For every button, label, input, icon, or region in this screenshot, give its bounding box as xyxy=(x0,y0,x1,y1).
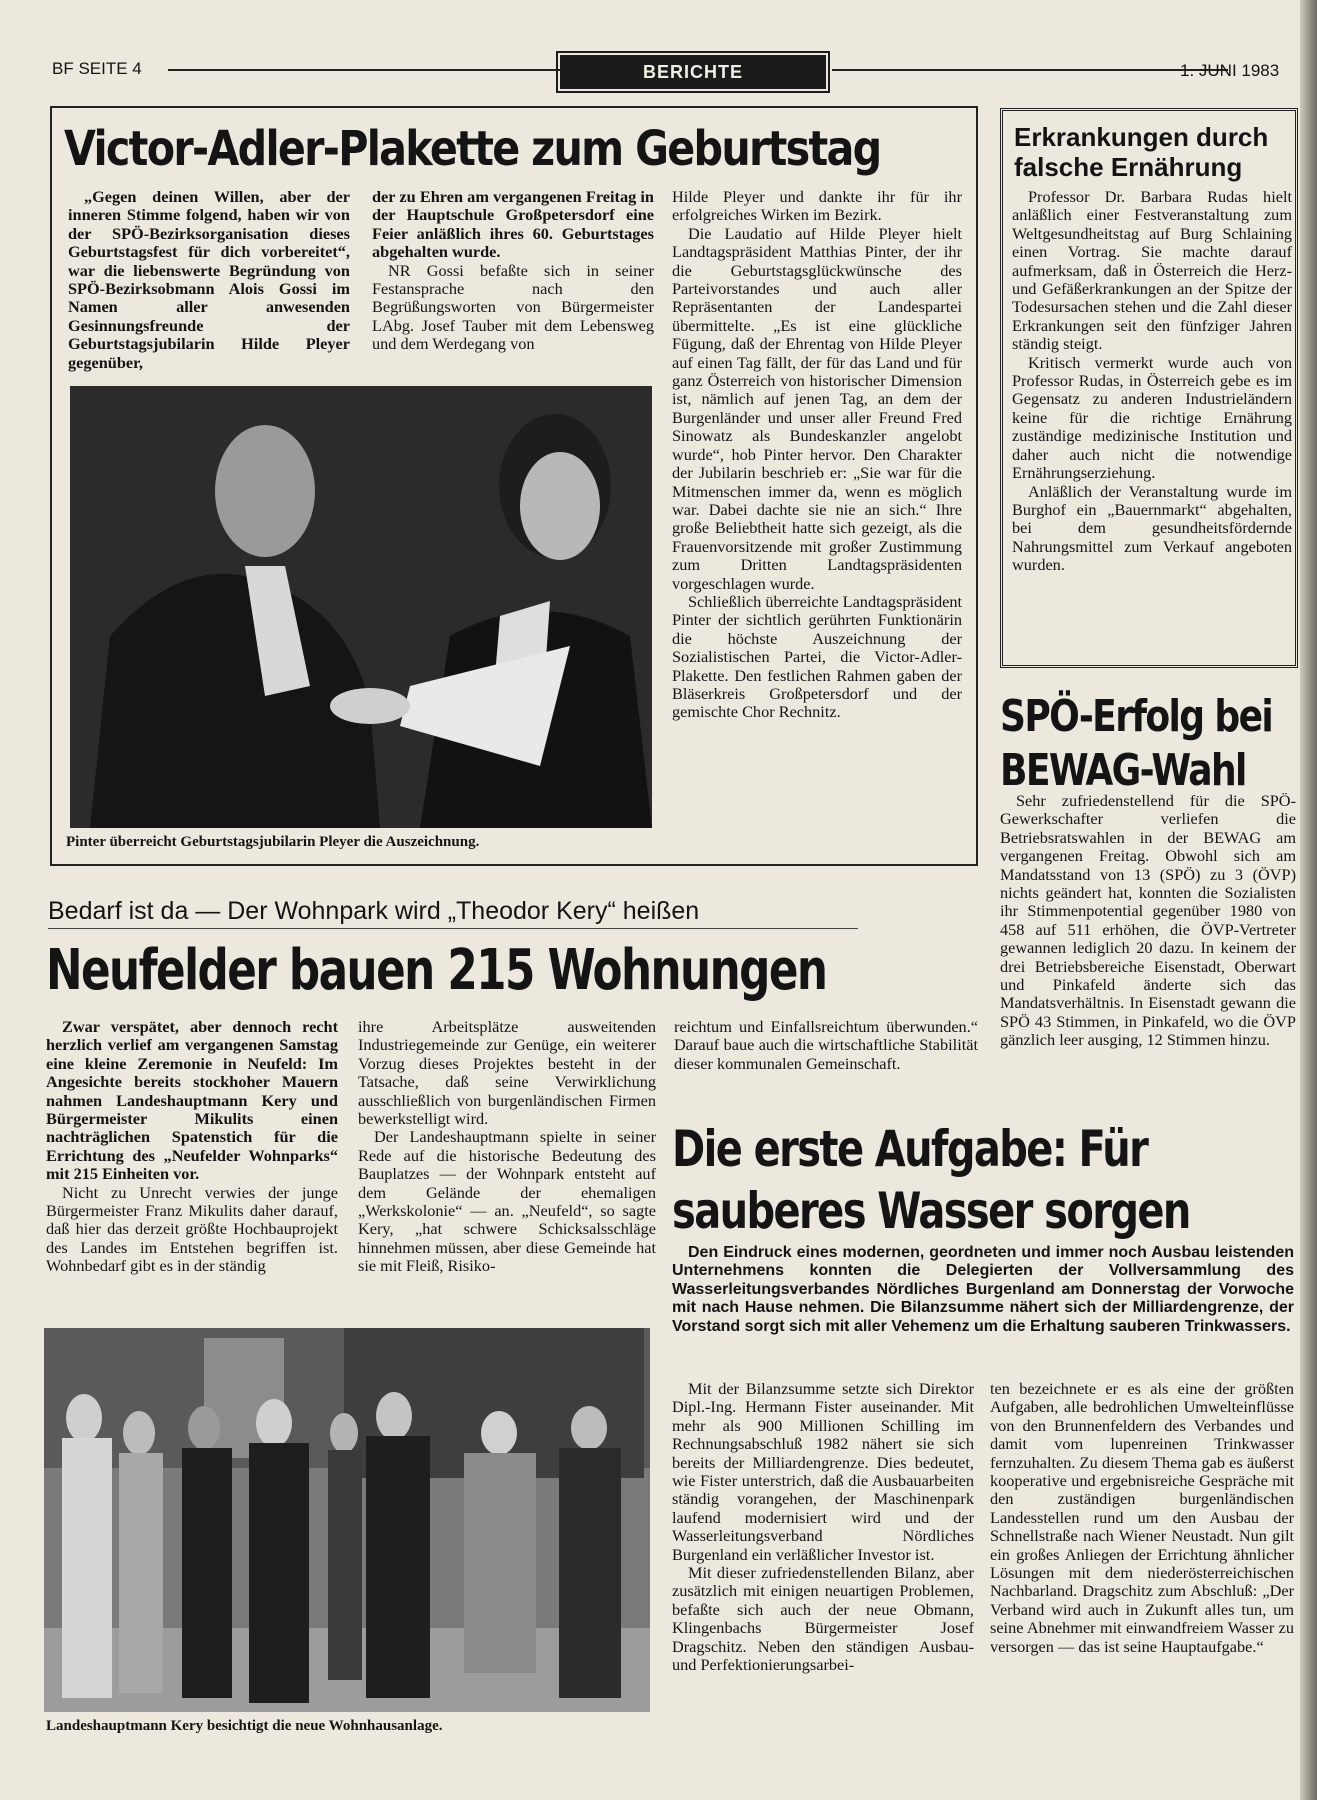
page-edge xyxy=(1300,0,1317,1800)
wohnpark-col3 xyxy=(674,1018,978,1073)
plakette-photo-image xyxy=(70,386,652,828)
bewag-para: Sehr zufriedenstellend für die SPÖ-Gewerkschafter verliefen die Betriebsratswahlen in der BEWAG am vergangenen Freitag. Obwohl sich am Mandatsstand von 13 (SPÖ) zu 3 (ÖVP) nichts geändert hat, konnten die Sozialisten ihr Stimmenpotential gegenüber 1980 von 458 auf 511 erhöhen, die ÖVP-Vertreter gewannen lediglich 20 dazu. In keinem der drei Betriebsbereiche Eisenstadt, Oberwart und Pinkafeld änderte sich das Mandatsverhältnis. In Eisenstadt gewann die SPÖ 43 Stimmen, in Pinkafeld, wo die ÖVP gänzlich leer ausging, 12 Stimmen hinzu. xyxy=(1000,791,1296,1050)
header-rule-right xyxy=(832,69,1228,71)
ernaehrung-title-line1: Erkrankungen durch xyxy=(1014,122,1269,152)
plakette-photo xyxy=(70,386,652,828)
wohnpark-photo xyxy=(44,1328,650,1712)
wohnpark-col1 xyxy=(46,1018,338,1276)
plakette-col3-para2: Die Laudatio auf Hilde Pleyer hielt Landtagspräsident Matthias Pinter, der ihr die Geburtstagsglückwünsche des Parteivorstandes und auch aller Repräsentanten der Landespartei übermittelte. „Es ist eine glückliche Fügung, daß der Ehrentag von Hilde Pleyer auf einen Tag fällt, der für das Land und für ganz Österreich von historischer Dimension ist, nämlich auf jenen Tag, an dem der Burgenländer und unser aller Freund Fred Sinowatz als Bundeskanzler angelobt wurde“, hob Pinter hervor. Den Charakter der Jubilarin beschrieb er: „Sie war für die Mitmenschen immer da, wenn es möglich war. Dabei dachte sie nie an sich.“ Ihre große Beliebtheit hatte sich gezeigt, als die Frauenvorsitzende mit großer Zustimmung zum Dritten Landtagspräsidenten vorgeschlagen wurde. xyxy=(672,223,962,593)
plakette-col1 xyxy=(68,188,350,372)
wasser-col1-para2: Mit dieser zufriedenstellenden Bilanz, aber zusätzlich mit einigen neuartigen Problemen, befaßte sich auch der neue Obmann, Klingenbachs Bürgermeister Josef Dragschitz. Neben den ständigen Ausbau- und Perfektionierungsarbei- xyxy=(672,1563,974,1675)
wasser-lead xyxy=(672,1244,1294,1336)
issue-date: 1. JUNI 1983 xyxy=(1180,61,1280,80)
page-number: BF SEITE 4 xyxy=(52,59,142,78)
wasser-title xyxy=(672,1118,1190,1242)
bewag-body xyxy=(1000,792,1296,1050)
plakette-col3-para1: Hilde Pleyer und dankte ihr für ihr erfolgreiches Wirken im Bezirk. xyxy=(672,187,962,225)
wasser-title-line1: Die erste Aufgabe: Für xyxy=(672,1120,1148,1178)
ernaehrung-para1: Professor Dr. Barbara Rudas hielt anläßlich einer Festveranstaltung zum Weltgesundheitstag auf Burg Schlaining einen Vortrag. Sie machte darauf aufmerksam, daß in Österreich die Herz- und Gefäßerkrankungen an der Spitze der Todesursachen stehen und die Zahl dieser Erkrankungen seit den fünfziger Jahren ständig steigt. xyxy=(1012,187,1292,354)
ernaehrung-title xyxy=(1014,122,1268,182)
plakette-col2 xyxy=(372,188,654,354)
wasser-col2-para: ten bezeichnete er es als eine der größten Aufgaben, alle bedrohlichen Umwelteinflüsse von den Brunnenfeldern des Verbandes und damit vom lupenreinen Trinkwasser fernzuhalten. Zu diesem Thema gab es äußerst kooperative und ergebnisreiche Gespräche mit den zuständigen burgenländischen Landesstellen rund um den Ausbau der Schnellstraße nach Wiener Neustadt. Nun gilt ein großes Anliegen der Errichtung ähnlicher Lösungen mit dem niederösterreichischen Nachbarland. Dragschitz zum Abschluß: „Der Verband wird auch in Zukunft alles tun, um seine Abnehmer mit einwandfreiem Wasser zu versorgen — das ist seine Hauptaufgabe.“ xyxy=(990,1379,1294,1656)
wohnpark-photo-image xyxy=(44,1328,650,1712)
wohnpark-col2-para1: ihre Arbeitsplätze ausweitenden Industriegemeinde zur Genüge, ein weiterer Vorzug dieses Projektes besteht in der Tatsache, daß seine Verwirklichung ausschließlich von burgenländischen Firmen bewerkstelligt wird. xyxy=(358,1017,656,1129)
section-label xyxy=(560,55,826,89)
plakette-col3-para3: Schließlich überreichte Landtagspräsident Pinter der sichtlich gerührten Funktionärin die höchste Auszeichnung der Sozialistischen Partei, die Victor-Adler-Plakette. Den festlichen Rahmen gaben der Bläserkreis Großpetersdorf und der gemischte Chor Rechnitz. xyxy=(672,591,962,722)
wasser-lead-text: Den Eindruck eines modernen, geordneten und immer noch Ausbau leistenden Unternehmens konnten die Delegierten der Vollversammlung des Wasserleitungsverbandes Nördliches Burgenland am Donnerstag der Vorwoche mit nach Hause nehmen. Die Bilanzsumme nähert sich der Milliardengrenze, der Vorstand sorgt sich mit aller Vehemenz um die Erhaltung sauberen Trinkwassers. xyxy=(672,1244,1294,1335)
plakette-title: Victor-Adler-Plakette zum Geburtstag xyxy=(64,121,881,177)
wohnpark-kicker-rule xyxy=(48,928,858,929)
wasser-title-line2: sauberes Wasser sorgen xyxy=(672,1182,1190,1240)
plakette-col2-para: NR Gossi befaßte sich in seiner Festansprache nach den Begrüßungsworten von Bürgermeister LAbg. Josef Tauber mit dem Lebensweg und dem Werdegang von xyxy=(372,260,654,354)
wasser-col1-para1: Mit der Bilanzsumme setzte sich Direktor Dipl.-Ing. Hermann Fister auseinander. Mit mehr als 900 Millionen Schilling im Rechnungsabschluß 1982 nähert sie sich bereits der Milliardengrenze. Dies bedeutet, wie Fister unterstrich, daß die Ausbauarbeiten ständig vorangehen, der Maschinenpark laufend modernisiert wird und der Wasserleitungsverband Nördliches Burgenland ein verläßlicher Investor ist. xyxy=(672,1379,974,1564)
bewag-title-line2: BEWAG-Wahl xyxy=(1000,745,1246,796)
ernaehrung-para2: Kritisch vermerkt wurde auch von Professor Rudas, in Österreich gebe es im Gegensatz zu anderen Industrieländern keine für die richtige Ernährung zuständige medizinische Institution und daher auch nicht die notwendige Ernährungserziehung. xyxy=(1012,352,1292,483)
section-label-text: BERICHTE xyxy=(642,62,743,82)
wohnpark-title: Neufelder bauen 215 Wohnungen xyxy=(46,938,827,1003)
header-rule-left xyxy=(168,69,608,71)
plakette-col3 xyxy=(672,188,962,722)
ernaehrung-para3: Anläßlich der Veranstaltung wurde im Burghof ein „Bauernmarkt“ abgehalten, bei dem gesundheitsfördernde Nahrungsmittel zum Verkauf angeboten wurden. xyxy=(1012,481,1292,575)
bewag-title-line1: SPÖ-Erfolg bei xyxy=(1000,691,1273,742)
wohnpark-caption: Landeshauptmann Kery besichtigt die neue Wohnhausanlage. xyxy=(46,1718,443,1734)
wasser-col2 xyxy=(990,1380,1294,1656)
wohnpark-col3-para: reichtum und Einfallsreichtum überwunden.“ Darauf baue auch die wirtschaftliche Stabilität dieser kommunalen Gemeinschaft. xyxy=(674,1017,978,1073)
wohnpark-col2 xyxy=(358,1018,656,1276)
plakette-caption: Pinter überreicht Geburtstagsjubilarin Pleyer die Auszeichnung. xyxy=(66,834,480,850)
wasser-col1 xyxy=(672,1380,974,1675)
wohnpark-kicker: Bedarf ist da — Der Wohnpark wird „Theodor Kery“ heißen xyxy=(48,897,700,925)
bewag-title xyxy=(1000,690,1272,798)
wohnpark-col2-para2: Der Landeshauptmann spielte in seiner Rede auf die historische Bedeutung des Bauplatzes — der Wohnpark entsteht auf dem Gelände der ehemaligen „Werkskolonie“ — an. „Neufeld“, so sagte Kery, „hat schwere Schicksalsschläge hinnehmen müssen, aber diese Gemeinde hat sie mit Fleiß, Risiko- xyxy=(358,1127,656,1276)
ernaehrung-title-line2: falsche Ernährung xyxy=(1014,152,1243,182)
plakette-col2-para-bold: der zu Ehren am vergangenen Freitag in der Hauptschule Großpetersdorf eine Feier anläßlich ihres 60. Geburtstages abgehalten wurde. xyxy=(372,187,654,262)
wohnpark-col1-para: Nicht zu Unrecht verwies der junge Bürgermeister Franz Mikulits daher darauf, daß hier das derzeit größte Hochbauprojekt des Landes im Entstehen begriffen ist. Wohnbedarf gibt es in der ständig xyxy=(46,1182,338,1276)
ernaehrung-body xyxy=(1012,188,1292,575)
page-header xyxy=(48,55,1298,87)
wohnpark-col1-para-bold: Zwar verspätet, aber dennoch recht herzlich verlief am vergangenen Samstag eine kleine Zeremonie in Neufeld: Im Angesichte bereits stockhoher Mauern nahmen Landeshauptmann Kery und Bürgermeister Mikulits einen nachträglichen Spatenstich für die Errichtung des „Neufelder Wohnparks“ mit 215 Einheiten vor. xyxy=(46,1017,338,1184)
plakette-col1-para: „Gegen deinen Willen, aber der inneren Stimme folgend, haben wir von der SPÖ-Bezirksorganisation dieses Geburtstagsfest für dich vorbereitet“, war die liebenswerte Begründung von SPÖ-Bezirksobmann Alois Gossi im Namen aller anwesenden Gesinnungsfreunde der Geburtstagsjubilarin Hilde Pleyer gegenüber, xyxy=(68,187,350,372)
